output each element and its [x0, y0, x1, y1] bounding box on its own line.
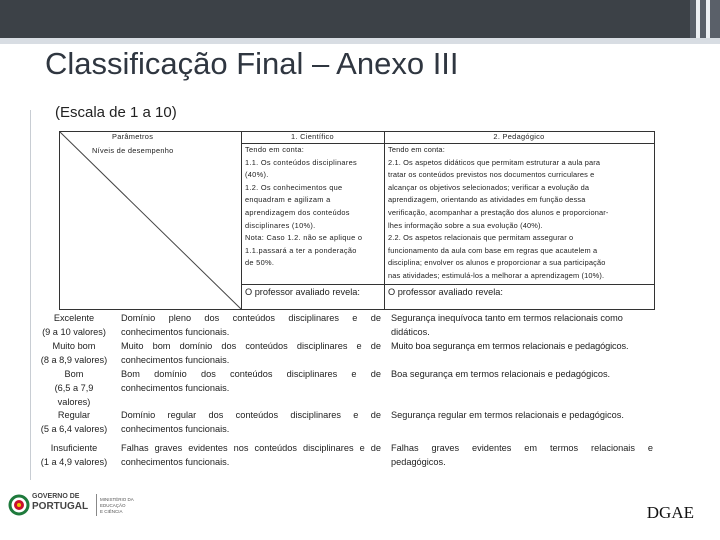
ministry-text [100, 497, 138, 515]
descriptor-line: Segurança inequívoca tanto em termos relacionais como [391, 313, 623, 323]
descriptor-line: conhecimentos funcionais. [121, 327, 230, 337]
criteria-line: de 50%. [245, 258, 275, 268]
slide-subtitle: (Escala de 1 a 10) [55, 104, 177, 121]
ministry-line: MINISTÉRIO DA EDUCAÇÃO [100, 497, 134, 508]
level-name-bom [30, 367, 118, 409]
criteria-line: enquadram e agilizam a [245, 195, 331, 205]
criteria-line: Tendo em conta: [388, 145, 445, 154]
descriptor-line: didáticos. [391, 327, 430, 337]
level-range-line: (5 a 6,4 valores) [40, 424, 108, 434]
criteria-line: 2.2. Os aspetos relacionais que permitam assegurar o [388, 233, 574, 243]
level-col2-bom [391, 367, 653, 381]
descriptor-line: conhecimentos funcionais. [121, 355, 230, 365]
descriptor-line: conhecimentos funcionais. [121, 457, 230, 467]
criteria-line: 1.1.passará a ter a ponderação [245, 245, 357, 255]
level-col1-regular [121, 408, 381, 436]
reveal-col1: O professor avaliado revela: [245, 287, 360, 297]
reveal-col2: O professor avaliado revela: [388, 287, 503, 297]
logo-line: GOVERNO DE [32, 493, 80, 500]
level-name-line: Regular [57, 410, 91, 420]
level-name-line: Excelente [53, 313, 95, 323]
dgae-brand: DGAE [646, 503, 694, 522]
descriptor-line: conhecimentos funcionais. [121, 424, 230, 434]
level-col1-bom [121, 367, 381, 395]
descriptor-line: conhecimentos funcionais. [121, 383, 230, 393]
descriptor-line: pedagógicos. [391, 457, 446, 467]
criteria-line: disciplinares (10%). [245, 220, 316, 230]
descriptor-line: Segurança regular em termos relacionais e pedagógicos. [391, 410, 624, 420]
logo-divider [96, 494, 97, 516]
level-name-excelente [30, 311, 118, 339]
ministry-line: E CIÊNCIA [100, 509, 123, 514]
descriptor-line: Muito boa segurança em termos relacionais e pedagógicos. [391, 341, 629, 351]
portugal-flag-emblem-icon [8, 490, 30, 520]
criteria-line: Tendo em conta: [245, 145, 305, 154]
descriptor-line: Muito bom domínio dos conteúdos disciplinares e de [121, 341, 381, 351]
criteria-line: tratar os conteúdos previstos nos documentos curriculares e [388, 170, 595, 180]
level-col2-insuficiente [391, 441, 653, 469]
level-col2-excelente [391, 311, 653, 339]
criteria-line: 2.1. Os aspetos didáticos que permitam estruturar a aula para [388, 157, 601, 167]
level-col1-insuficiente [121, 441, 381, 469]
criteria-line: aprendizagem dos conteúdos [245, 207, 350, 217]
level-col1-muito-bom [121, 339, 381, 367]
level-range-line: valores) [57, 397, 91, 407]
governo-portugal-logo [8, 488, 138, 528]
level-col2-regular [391, 408, 653, 422]
level-name-muito-bom [30, 339, 118, 367]
level-name-line: Muito bom [52, 341, 96, 351]
logo-line: PORTUGAL [32, 501, 89, 512]
level-name-line: Bom [64, 369, 84, 379]
criteria-line: 1.1. Os conteúdos disciplinares [245, 157, 358, 167]
level-name-regular [30, 408, 118, 436]
descriptor-line: Falhas graves evidentes nos conteúdos disciplinares e de [121, 443, 381, 453]
criteria-line: Nota: Caso 1.2. não se aplique o [245, 233, 363, 243]
descriptor-line: Falhas graves evidentes em termos relacionais e [391, 443, 653, 453]
criteria-line: aprendizagem, orientando as atividades em função dessa [388, 195, 586, 205]
header-niveis: Níveis de desempenho [92, 146, 174, 155]
level-range-line: (6,5 a 7,9 [54, 383, 94, 393]
level-range-line: (9 a 10 valores) [42, 327, 106, 337]
level-name-line: Insuficiente [50, 443, 98, 453]
criteria-line: alcançar os objetivos selecionados; verificar a evolução da [388, 182, 590, 192]
logo-text [32, 492, 88, 513]
descriptor-line: Bom domínio dos conteúdos disciplinares e de [121, 369, 381, 379]
criteria-line: verificação, acompanhar a prestação dos alunos e proporcionar- [388, 207, 609, 217]
header-col2: 2. Pedagógico [493, 132, 545, 141]
criteria-col1 [245, 144, 383, 270]
level-range-line: (8 a 8,9 valores) [40, 355, 108, 365]
level-range-line: (1 a 4,9 valores) [40, 457, 108, 467]
criteria-line: disciplina; envolver os alunos e proporcionar a sua participação [388, 258, 606, 268]
criteria-line: 1.2. Os conhecimentos que [245, 182, 343, 192]
criteria-line: (40%). [245, 170, 269, 180]
descriptor-line: Boa segurança em termos relacionais e pedagógicos. [391, 369, 611, 379]
level-col2-muito-bom [391, 339, 659, 353]
criteria-line: nas atividades; estimulá-los a melhorar a aprendizagem (10%). [388, 270, 605, 280]
criteria-line: funcionamento da aula com base em regras que acautelem a [388, 245, 598, 255]
criteria-col2 [388, 144, 653, 283]
descriptor-line: Domínio regular dos conteúdos disciplinares e de [121, 410, 381, 420]
level-col1-excelente [121, 311, 381, 339]
header-col1: 1. Científico [291, 132, 334, 141]
descriptor-line: Domínio pleno dos conteúdos disciplinares e de [121, 313, 381, 323]
level-name-insuficiente [30, 441, 118, 469]
slide-title: Classificação Final – Anexo III [45, 46, 459, 81]
header-parametros: Parâmetros [112, 132, 154, 141]
criteria-line: lhes informação sobre a sua evolução (40%). [388, 220, 543, 230]
